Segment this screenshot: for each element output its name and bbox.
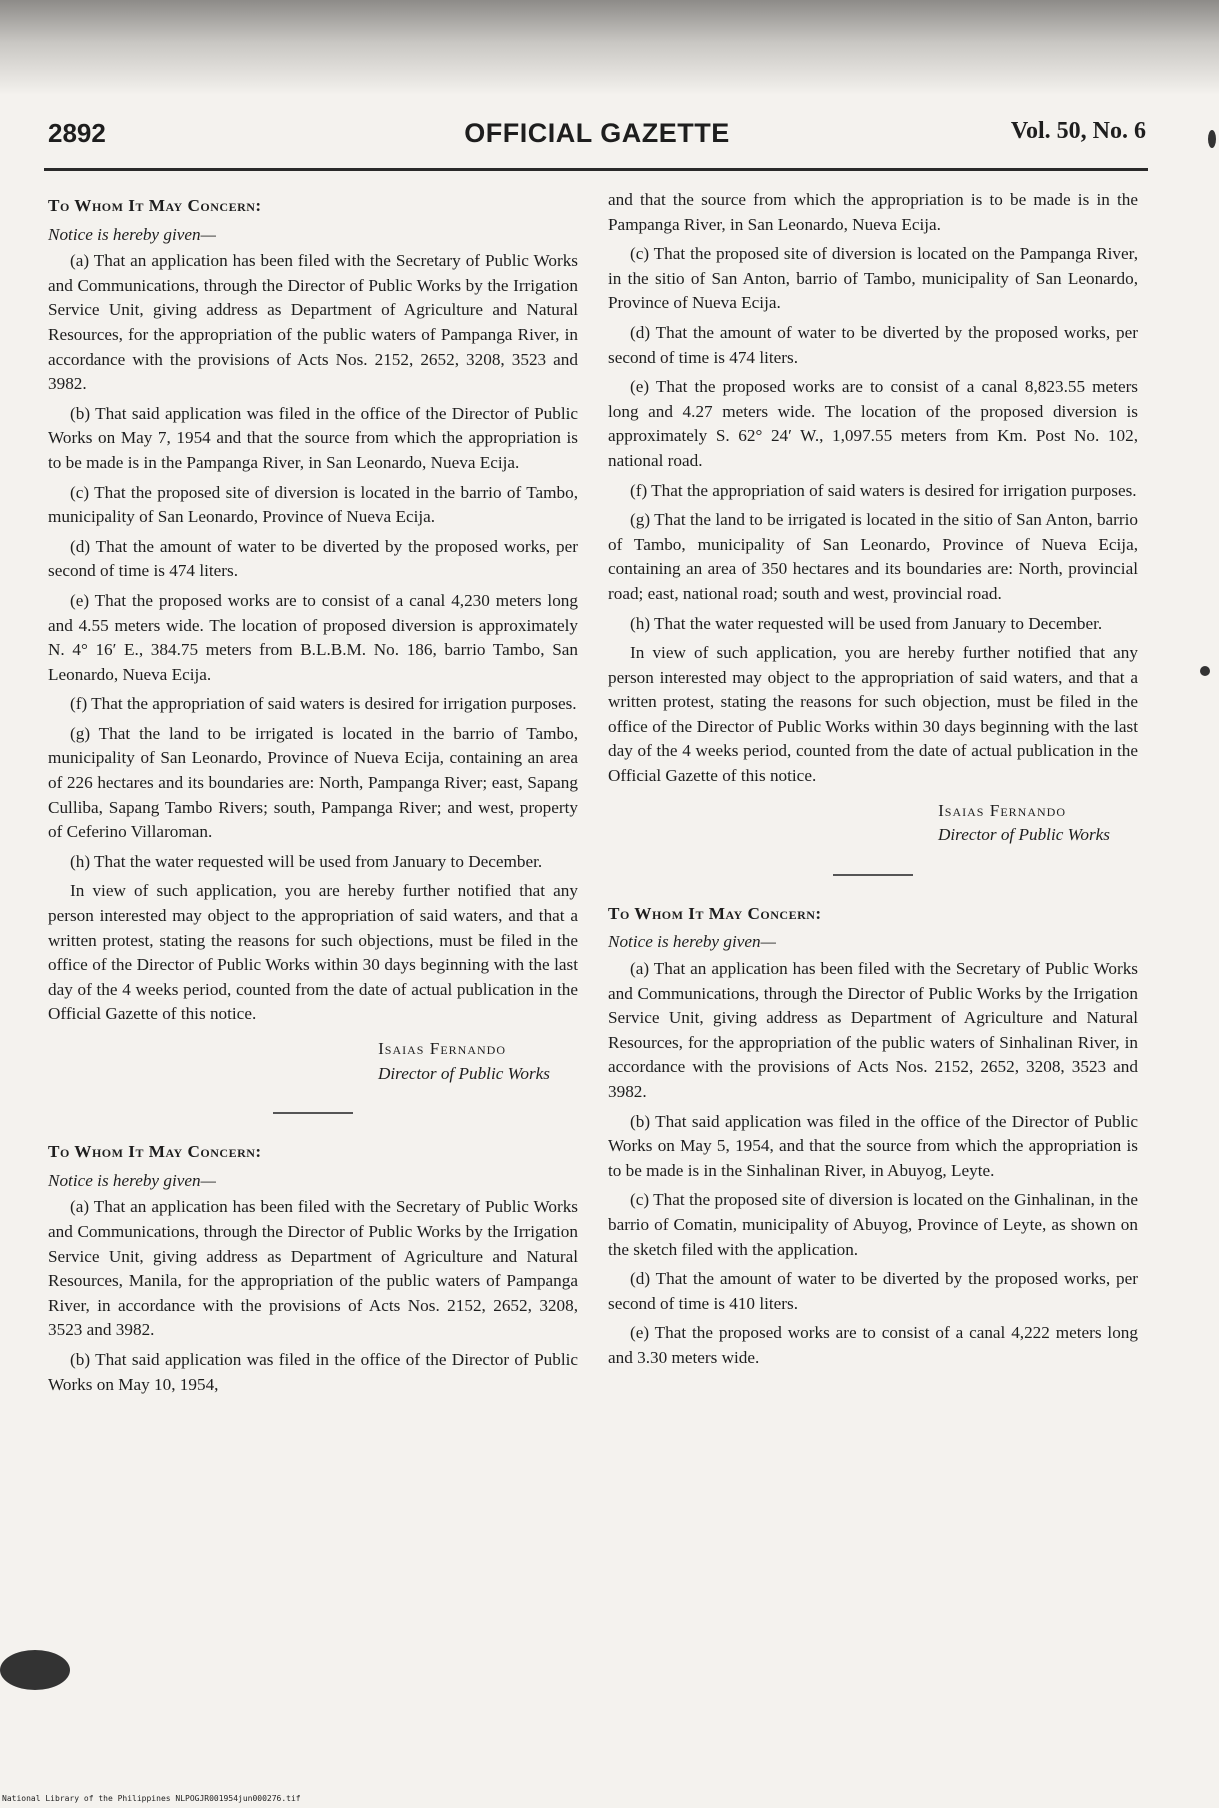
paragraph: (g) That the land to be irrigated is located in the sitio of San Anton, barrio of Tambo, municipality of San Leonardo, Province of Nueva Ecija, containing an area of 350 hectares and its boundaries are: North, provincial road; east, national road; south and west, provincial road.: [608, 510, 1138, 603]
page-number: 2892: [48, 118, 106, 148]
scan-top-shadow: [0, 0, 1219, 95]
scan-mark: [0, 1650, 70, 1690]
paragraph: (d) That the amount of water to be diverted by the proposed works, per second of time is 410 liters.: [608, 1269, 1138, 1313]
signature-block: [48, 1037, 550, 1086]
paragraph: (f) That the appropriation of said waters is desired for irrigation purposes.: [70, 694, 577, 714]
paragraph: (h) That the water requested will be used from January to December.: [70, 851, 543, 871]
signature-title: Director of Public Works: [937, 825, 1110, 845]
signature-name: Isaias Fernando: [378, 1039, 506, 1058]
notice-heading: To Whom It May Concern:: [48, 1142, 262, 1162]
section-divider: [833, 874, 913, 876]
notice-heading: To Whom It May Concern:: [48, 196, 262, 215]
page-header: [48, 118, 1146, 158]
paragraph: (c) That the proposed site of diversion is located on the Pampanga River, in the sitio of San Anton, barrio of Tambo, municipality of San Leonardo, Province of Nueva Ecija.: [608, 244, 1138, 313]
paragraph: (g) That the land to be irrigated is located in the barrio of Tambo, municipality of San Leonardo, Province of Nueva Ecija, containing an area of 226 hectares and its boundaries are: North, Pampanga River; east, Sapang Culliba, Sapang Tambo Rivers; south, Pampanga River; and west, property of Ceferino Villaroman.: [48, 723, 578, 842]
left-column: [48, 188, 578, 1402]
paragraph: (a) That an application has been filed with the Secretary of Public Works and Communications, through the Director of Public Works by the Irrigation Service Unit, giving address as Department of Agriculture and Natural Resources, for the appropriation of the public waters of Sinhalinan River, in accordance with the provisions of Acts Nos. 2152, 2652, 3208, 3523 and 3982.: [608, 959, 1138, 1101]
signature-title: Director of Public Works: [377, 1063, 550, 1083]
paragraph: (d) That the amount of water to be diverted by the proposed works, per second of time is 474 liters.: [608, 322, 1138, 367]
paragraph: and that the source from which the appropriation is to be made is in the Pampanga River, in San Leonardo, Nueva Ecija.: [608, 190, 1138, 234]
section-divider: [273, 1112, 353, 1114]
notice-intro: Notice is hereby given—: [48, 224, 216, 244]
paragraph: (b) That said application was filed in the office of the Director of Public Works on May 10, 1954,: [48, 1349, 578, 1394]
paragraph: In view of such application, you are hereby further notified that any person interested may object to the appropriation of said waters, and that a written protest, stating the reasons for such objection, must be filed in the office of the Director of Public Works within 30 days beginning with the last day of the 4 weeks period, counted from the date of actual publication in the Official Gazette of this notice.: [608, 643, 1138, 786]
signature-block: [608, 799, 1110, 848]
publication-title: OFFICIAL GAZETTE: [464, 118, 730, 148]
notice-intro: Notice is hereby given—: [48, 1170, 216, 1190]
volume-number: Vol. 50, No. 6: [1010, 118, 1146, 144]
paragraph: (e) That the proposed works are to consist of a canal 4,222 meters long and 3.30 meters wide.: [608, 1323, 1138, 1367]
paragraph: (d) That the amount of water to be diverted by the proposed works, per second of time is 474 liters.: [48, 536, 578, 581]
paragraph: (e) That the proposed works are to consist of a canal 4,230 meters long and 4.55 meters wide. The location of proposed diversion is approximately N. 4° 16′ E., 384.75 meters from B.L.B.M. No. 186, barrio Tambo, San Leonardo, Nueva Ecija.: [48, 590, 578, 684]
right-column: [608, 188, 1138, 1376]
paragraph: (e) That the proposed works are to consist of a canal 8,823.55 meters long and 4.27 meters wide. The location of the proposed diversion is approximately S. 62° 24′ W., 1,097.55 meters from Km. Post No. 102, national road.: [608, 377, 1138, 470]
scan-mark: [1208, 130, 1216, 148]
paragraph: (a) That an application has been filed with the Secretary of Public Works and Communications, through the Director of Public Works by the Irrigation Service Unit, giving address as Department of Agriculture and Natural Resources, for the appropriation of the public waters of Pampanga River, in accordance with the provisions of Acts Nos. 2152, 2652, 3208, 3523 and 3982.: [48, 251, 578, 394]
notice-heading: To Whom It May Concern:: [608, 903, 822, 923]
paragraph: (c) That the proposed site of diversion is located on the Ginhalinan, in the barrio of Comatin, municipality of Abuyog, Province of Leyte, as shown on the sketch filed with the application.: [608, 1190, 1138, 1259]
paragraph: (a) That an application has been filed with the Secretary of Public Works and Communications, through the Director of Public Works by the Irrigation Service Unit, giving address as Department of Agriculture and Natural Resources, Manila, for the appropriation of the public waters of Pampanga River, in accordance with the provisions of Acts Nos. 2152, 2652, 3208, 3523 and 3982.: [48, 1197, 578, 1340]
paragraph: (b) That said application was filed in the office of the Director of Public Works on May 7, 1954 and that the source from which the appropriation is to be made is in the Pampanga River, in San Leonardo, Nueva Ecija.: [48, 403, 578, 472]
scan-footer: National Library of the Philippines NLPOGJR001954jun000276.tif: [2, 1794, 301, 1803]
header-rule: [44, 168, 1148, 171]
notice-intro: Notice is hereby given—: [608, 932, 776, 952]
signature-name: Isaias Fernando: [938, 800, 1066, 820]
paragraph: (f) That the appropriation of said waters is desired for irrigation purposes.: [630, 480, 1137, 500]
scan-mark: [1200, 666, 1210, 676]
paragraph: In view of such application, you are hereby further notified that any person interested may object to the appropriation of said waters, and that a written protest, stating the reasons for such objections, must be filed in the office of the Director of Public Works within 30 days beginning with the last day of the 4 weeks period, counted from the date of actual publication in the Official Gazette of this notice.: [48, 881, 578, 1024]
paragraph: (h) That the water requested will be used from January to December.: [630, 613, 1103, 633]
paragraph: (c) That the proposed site of diversion is located in the barrio of Tambo, municipality of San Leonardo, Province of Nueva Ecija.: [48, 482, 578, 527]
paragraph: (b) That said application was filed in the office of the Director of Public Works on May 5, 1954, and that the source from which the appropriation is to be made is in the Sinhalinan River, in Abuyog, Leyte.: [608, 1111, 1138, 1180]
